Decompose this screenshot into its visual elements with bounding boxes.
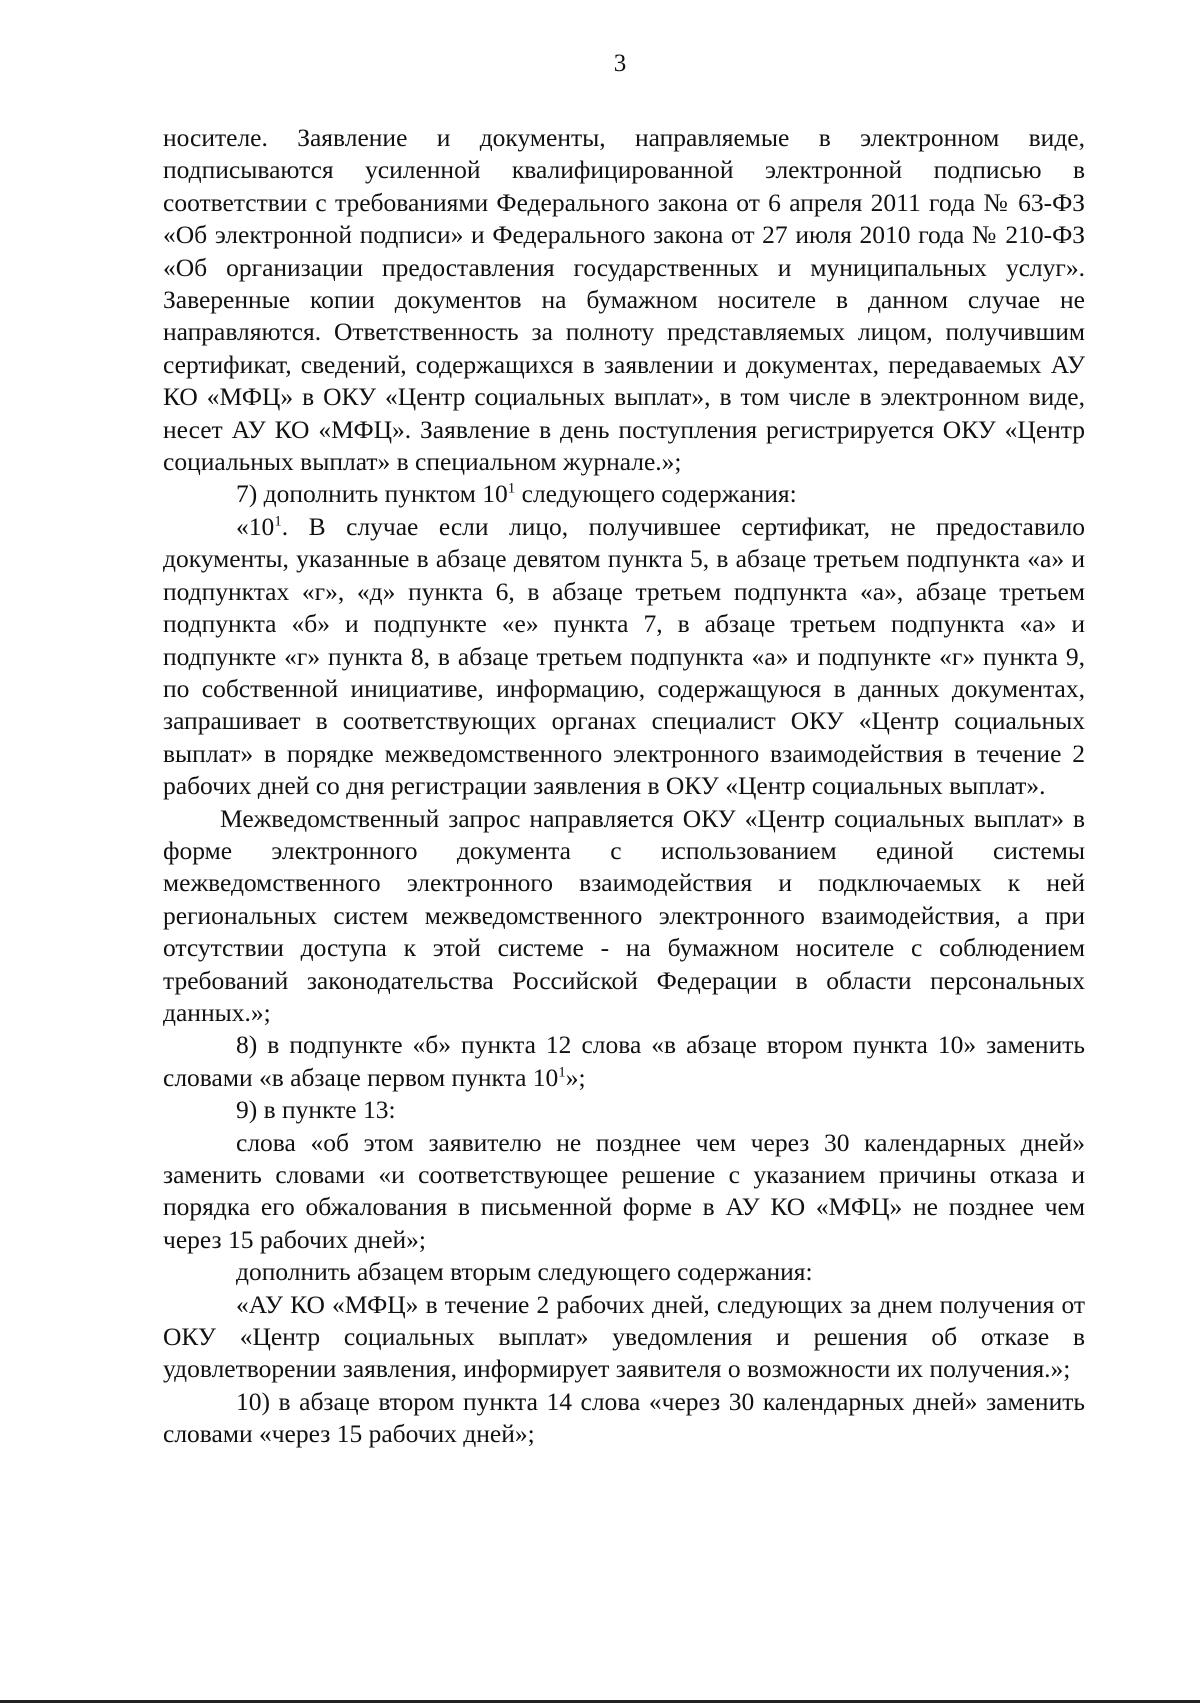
paragraph-item-7	[163, 478, 1085, 510]
paragraph-item-7-text-end: следующего содержания:	[515, 479, 797, 509]
paragraph-mfc-notify: «АУ КО «МФЦ» в течение 2 рабочих дней, следующих за днем получения от ОКУ «Центр социальных выплат» уведомления и решения об отказе в удовлетворении заявления, информирует заявителя о возможности их получения.»;	[163, 1289, 1085, 1384]
paragraph-item-8	[163, 1029, 1085, 1094]
paragraph-words-replace: слова «об этом заявителю не позднее чем через 30 календарных дней» заменить словами «и соответствующее решение с указанием причины отказа и порядка его обжалования в письменной форме в АУ КО «МФЦ» не позднее чем через 15 рабочих дней»;	[163, 1127, 1085, 1254]
superscript: 1	[274, 513, 282, 530]
bottom-edge-line	[0, 1700, 1200, 1703]
document-body	[163, 122, 1085, 1451]
paragraph-item-7-text: 7) дополнить пунктом 10	[236, 479, 508, 509]
superscript: 1	[558, 1064, 566, 1081]
paragraph-new-point	[163, 511, 1085, 803]
paragraph-continuation: носителе. Заявление и документы, направляемые в электронном виде, подписываются усиленной квалифицированной электронной подписью в соответствии с требованиями Федерального закона от 6 апреля 2011 года № 63-ФЗ «Об электронной подписи» и Федерального закона от 27 июля 2010 года № 210-ФЗ «Об организации предоставления государственных и муниципальных услуг». Заверенные копии документов на бумажном носителе в данном случае не направляются. Ответственность за полноту представляемых лицом, получившим сертификат, сведений, содержащихся в заявлении и документах, передаваемых АУ КО «МФЦ» в ОКУ «Центр социальных выплат», в том числе в электронном виде, несет АУ КО «МФЦ». Заявление в день поступления регистрируется ОКУ «Центр социальных выплат» в специальном журнале.»;	[163, 123, 1085, 477]
paragraph-item-9: 9) в пункте 13:	[236, 1095, 396, 1125]
paragraph-item-8-text: 8) в подпункте «б» пункта 12 слова «в абзаце втором пункта 10» заменить словами «в абзаце первом пункта 10	[163, 1030, 1085, 1092]
paragraph-interagency-request: Межведомственный запрос направляется ОКУ «Центр социальных выплат» в форме электронного документа с использованием единой системы межведомственного электронного взаимодействия и подключаемых к ней региональных систем межведомственного электронного взаимодействия, а при отсутствии доступа к этой системе - на бумажном носителе с соблюдением требований законодательства Российской Федерации в области персональных данных.»;	[163, 803, 1085, 1027]
paragraph-add-second: дополнить абзацем вторым следующего содержания:	[236, 1257, 813, 1287]
paragraph-item-10: 10) в абзаце втором пункта 14 слова «через 30 календарных дней» заменить словами «через 15 рабочих дней»;	[163, 1386, 1085, 1449]
paragraph-new-point-body: . В случае если лицо, получившее сертификат, не предоставило документы, указанные в абзаце девятом пункта 5, в абзаце третьем подпункта «а» и подпунктах «г», «д» пункта 6, в абзаце третьем подпункта «а», абзаце третьем подпункта «б» и подпункте «е» пункта 7, в абзаце третьем подпункта «а» и подпункте «г» пункта 8, в абзаце третьем подпункта «а» и подпункте «г» пункта 9, по собственной инициативе, информацию, содержащуюся в данных документах, запрашивает в соответствующих органах специалист ОКУ «Центр социальных выплат» в порядке межведомственного электронного взаимодействия в течение 2 рабочих дней со дня регистрации заявления в ОКУ «Центр социальных выплат».	[163, 511, 1085, 801]
paragraph-item-8-text-end: »;	[565, 1062, 586, 1092]
page-number: 3	[613, 50, 627, 77]
superscript: 1	[507, 480, 516, 497]
paragraph-new-point-start: «10	[236, 511, 275, 541]
